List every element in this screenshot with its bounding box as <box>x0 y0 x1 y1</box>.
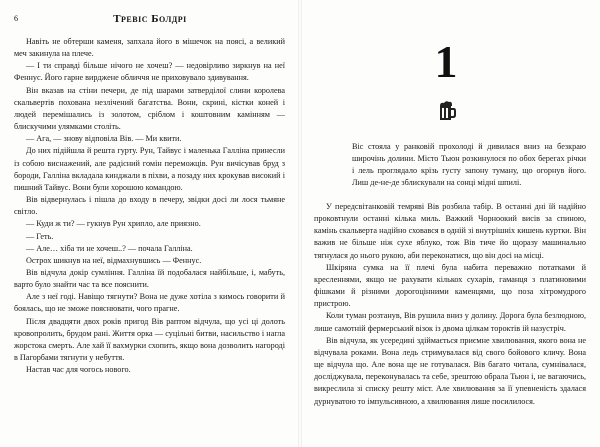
paragraph: Вів відчула, як усередині здіймається приємне хвилювання, якого вона не відчувала роками. Вона ледь стримувалася від свого бойового кличу. Вона ще відчула що. Але вона ще не готувалася. Вів багато читала, сумнівалася, досліджувала, переконувалась та себе, зрештою обрала Тьюн і, не вагаючись, викреслила зі списку решту міст. Але хвилювання за її упевненість здалася дурнуватою то імпульсивною, а хвилювання лише посилилося. <box>314 335 586 406</box>
paragraph: Острох шикнув на неї, відмахнувшись — Феннус. <box>26 255 202 265</box>
paragraph: Коли туман розтанув, Вів рушила вниз у долину. Дорога була безлюдною, лише самотній фермерський візок із двома цілкам тороктів ій назустріч. <box>314 311 586 333</box>
paragraph: Вів відвернулась і пішла до входу в печеру, звідки досі ли лося тьмяне світло. <box>14 195 285 217</box>
paragraph: У передсвітанковій темряві Вів розбила табір. В останні дні їй надійно проковтнули останні кілька миль. Важкий Чорноокий висів за спиною, камінь скальверта надійно сховався в одній зі внутрішніх кишень куртки. Він важив не більше ніж сухе яблуко, тож Вів тиче йо щоразу машинально тягнулася до нього рукою, аби переконатися, що він досі на місці. <box>314 202 586 260</box>
beer-mug-icon <box>438 100 456 122</box>
right-page-text <box>314 201 586 408</box>
paragraph: До них підійшла й решта гурту. Рун, Тайвус і маленька Галліна принесли із собою виснажений, але радісний гомін переможців. Рун вичісував бруд з бороди, Галліна вкладала кинджали в піхви, а позаду них крокував високий і пишний Тайвус. Вони були хорошою командою. <box>14 146 285 192</box>
page-number: 6 <box>14 14 18 23</box>
running-head <box>14 13 286 27</box>
paragraph: — Куди ж ти? — гукнув Рун хрипло, але приязно. <box>26 219 201 229</box>
paragraph: — Геть. <box>26 231 54 241</box>
paragraph: — Ага, — знову відповіла Вів. — Ми квити. <box>26 134 182 144</box>
paragraph: Після двадцяти двох років пригод Вів раптом відчула, що усі ці долоть кровопролить, брудом рані. Життя орка — суцільні битви, насильство і нагла жорстока смерть. Але хай її вахмурки схопить, якщо вона дозволить нагороді в Пагорбами тягнути у небуття. <box>14 316 285 363</box>
book-author-header: Тревіс Болдрі <box>113 13 187 25</box>
paragraph: Вів відчула докір сумління. Галліна їй подобалася найбільше, і, мабуть, варто було знайти час та все пояснити. <box>14 267 285 290</box>
chapter-number: 1 <box>434 36 458 87</box>
left-page-text <box>14 36 285 376</box>
chapter-opening-text <box>352 141 586 190</box>
paragraph: Але з неї годі. Навіщо тягнути? Вона не дуже хотіла з кимось говорити й боялась, що не зможе пояснювати, чого прагне. <box>14 292 285 314</box>
paragraph: Настав час для чогось нового. <box>26 365 131 375</box>
paragraph: Навіть не обтерши каменя, запхала його в мішечок на поясі, а великий меч закинула на плече. <box>14 37 285 59</box>
paragraph: — І ти справді більше нічого не хочеш? — недовірливо зиркнув на неї Феннус. Його гарне вирджене обличчя не приховувало здивування. <box>14 61 285 83</box>
opening-paragraph: Віс стояла у ранковій прохолоді й дивилася вниз на безкраю широчінь долини. Місто Тьюн розкинулося по обох берегах річки і лель проглядало крізь густу запону туману, що огорнув його. Лиш де-не-де зблискували на сонці мідні шпилі. <box>352 142 586 188</box>
drop-cap-space <box>318 141 348 197</box>
paragraph: Шкіряна сумка на її плечі була набита переважно потатками й кресленнями, якщо не рахувати кількох сухарів, гаманця з платиновими фішками й різними дорогоцінними каменцями, що поза хітромудрого пристрою. <box>314 262 586 309</box>
paragraph: — Але… хіба ти не хочеш..? — почала Галліна. <box>26 243 193 253</box>
paragraph: Він вказав на стіни печери, де під шарами затвердiлої слини королева скальвертів похована незлічений багатства. Вони, скрині, кістки коней і людей перемішались із золотом, сріблом і коштовним камінням — блискучими улямками століть. <box>14 85 285 132</box>
